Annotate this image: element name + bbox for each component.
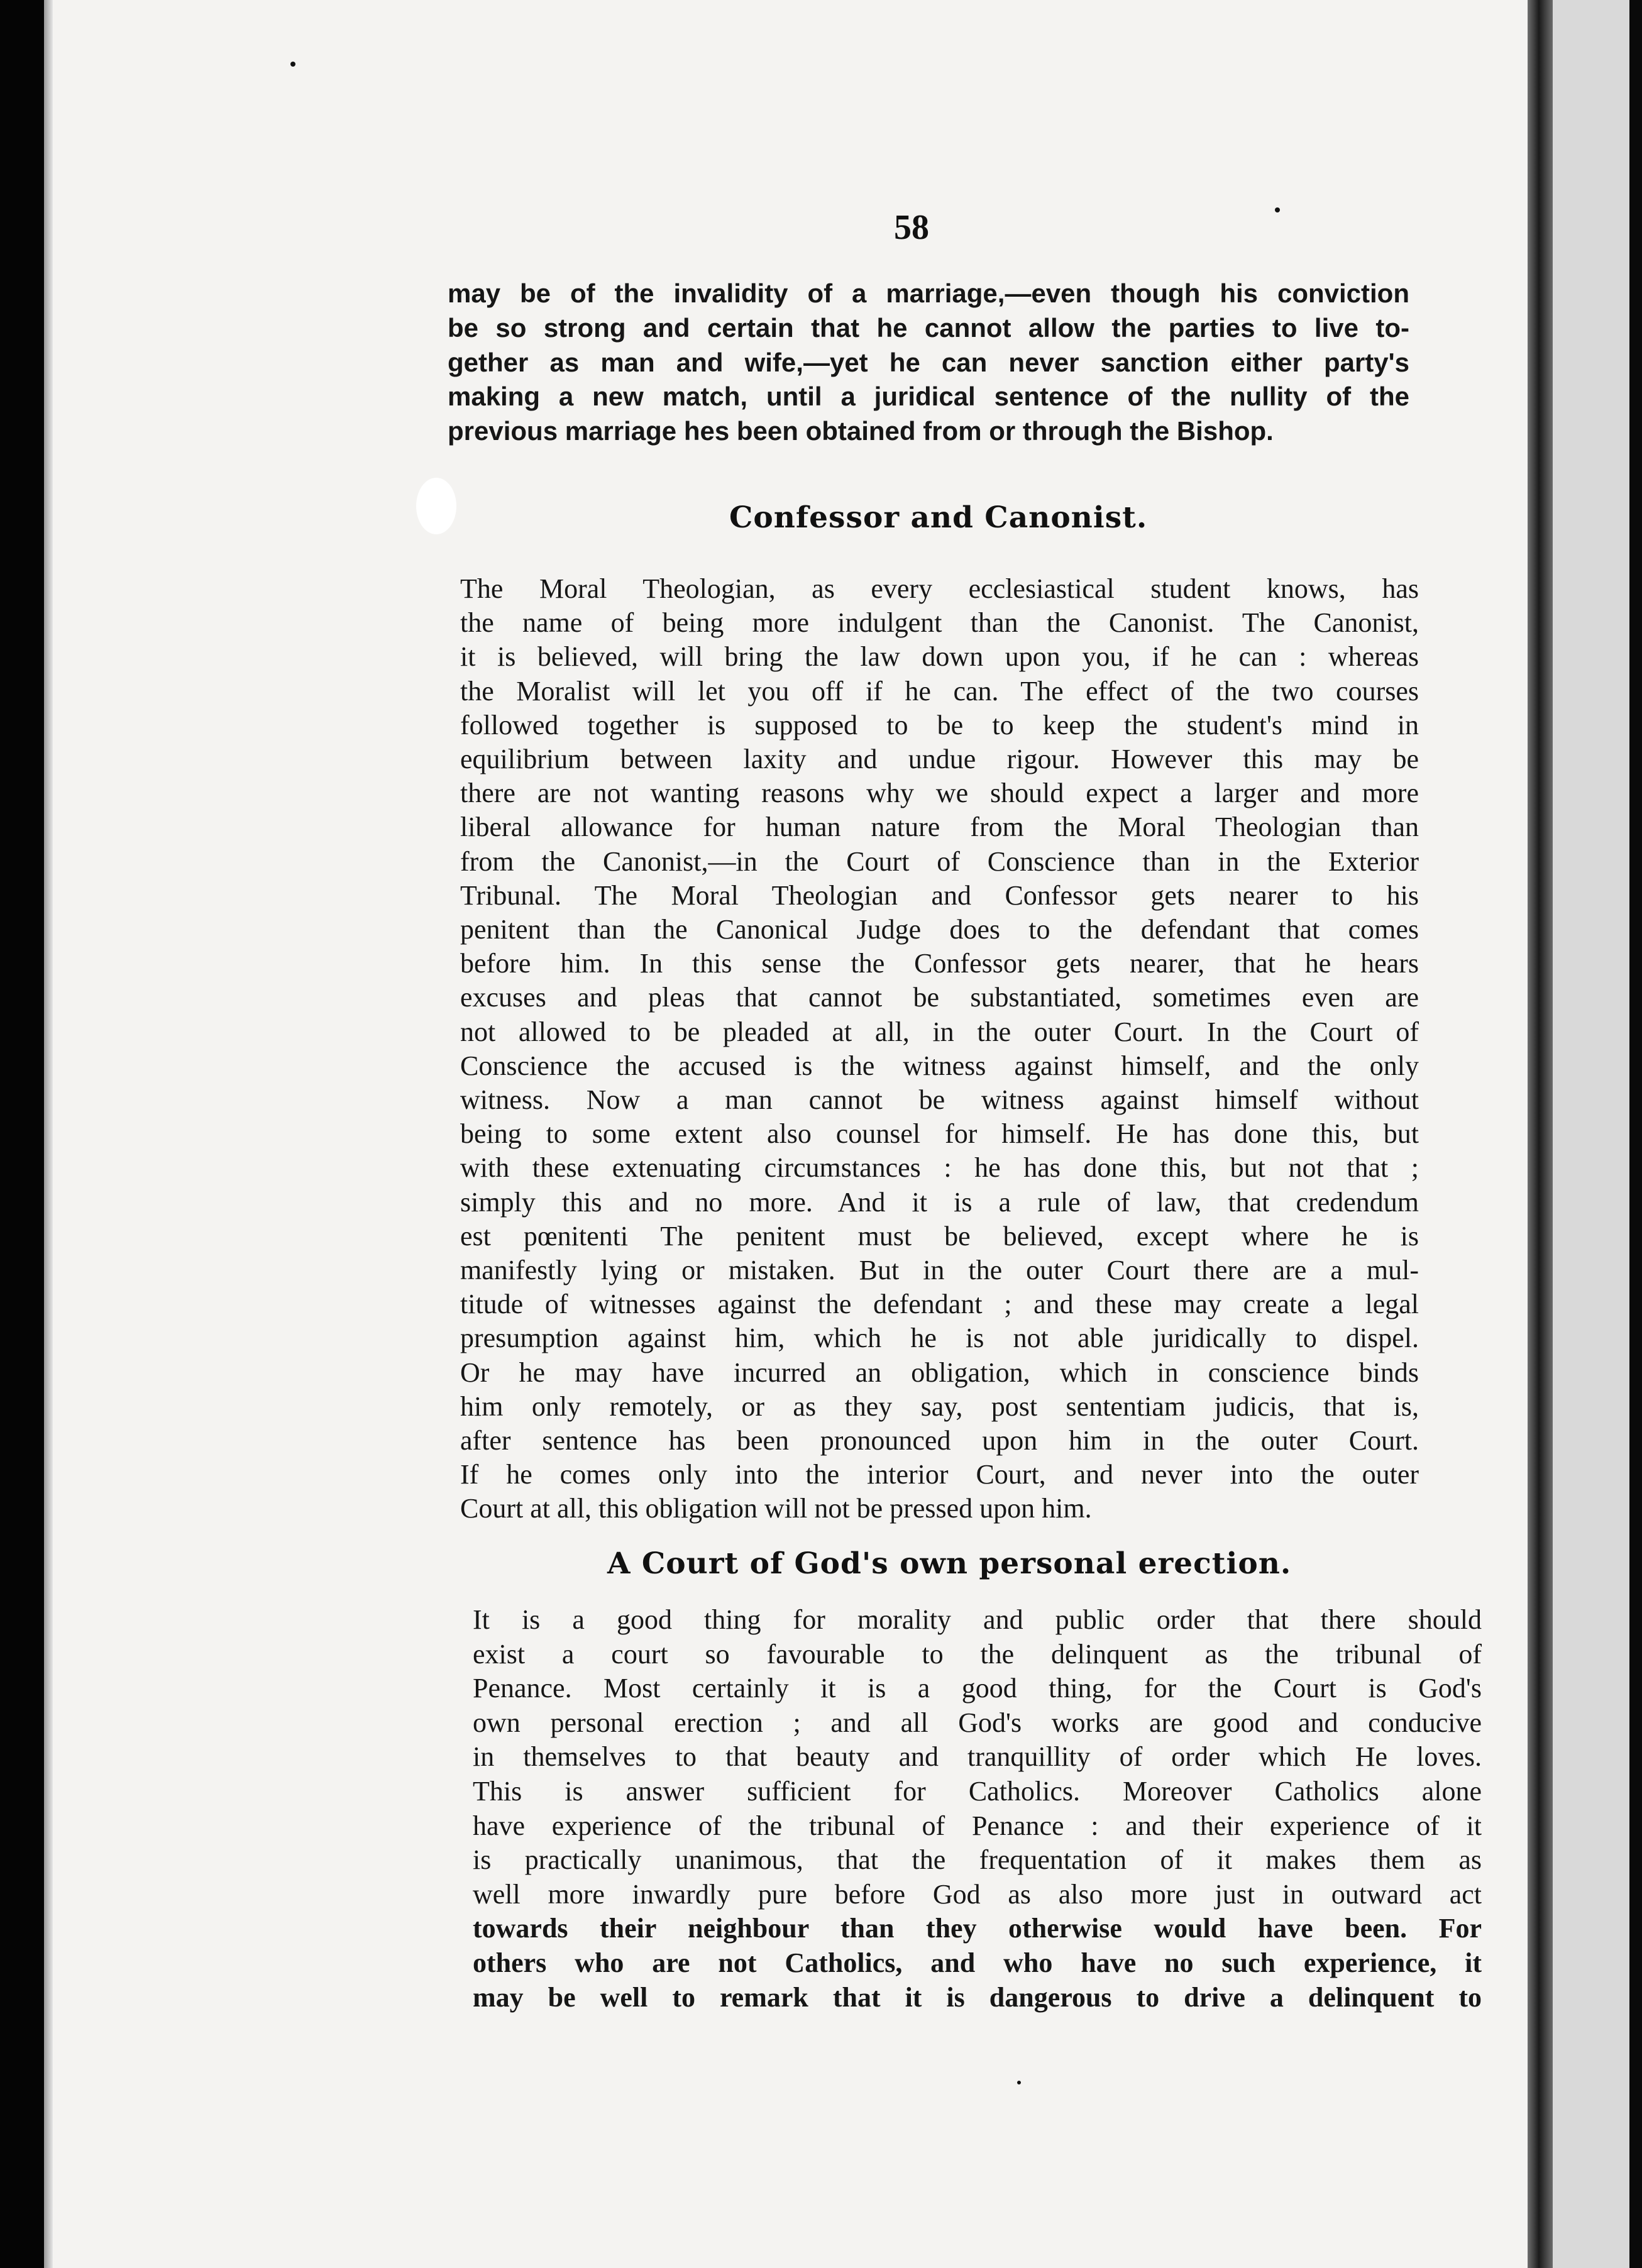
text-line: being to some extent also counsel for himself. He has done this, but: [460, 1118, 1419, 1150]
text-line: from the Canonist,—in the Court of Conscience than in the Exterior: [460, 845, 1419, 877]
text-line: Conscience the accused is the witness against himself, and the only: [460, 1050, 1419, 1081]
page-number: 58: [894, 208, 929, 247]
speck: [290, 62, 295, 67]
book-page: [44, 0, 1528, 2268]
text-line: penitent than the Canonical Judge does to the defendant that comes: [460, 914, 1419, 945]
text-line: the name of being more indulgent than the Canonist. The Canonist,: [460, 607, 1419, 639]
scan-left-border: [0, 0, 44, 2268]
text-line: The Moral Theologian, as every ecclesiastical student knows, has: [460, 573, 1419, 604]
text-line: It is a good thing for morality and public order that there should: [473, 1604, 1482, 1635]
opening-paragraph: [448, 277, 1409, 449]
section-heading-confessor-canonist: Confessor and Canonist.: [729, 500, 1148, 535]
text-line: towards their neighbour than they otherwise would have been. For: [473, 1913, 1482, 1944]
paragraph-confessor-canonist: [460, 572, 1419, 1526]
text-line: equilibrium between laxity and undue rigour. However this may be: [460, 744, 1419, 775]
text-line: own personal erection ; and all God's works are good and conducive: [473, 1707, 1482, 1738]
text-line: Penance. Most certainly it is a good thing, for the Court is God's: [473, 1673, 1482, 1704]
speck: [1275, 207, 1280, 212]
text-line: manifestly lying or mistaken. But in the outer Court there are a mul-: [460, 1255, 1419, 1286]
text-line: there are not wanting reasons why we should expect a larger and more: [460, 778, 1419, 809]
text-line: excuses and pleas that cannot be substantiated, sometimes even are: [460, 982, 1419, 1013]
text-line: Or he may have incurred an obligation, which in conscience binds: [460, 1357, 1419, 1388]
text-line: simply this and no more. And it is a rule of law, that credendum: [460, 1186, 1419, 1218]
text-line: be so strong and certain that he cannot allow the parties to live to-: [448, 312, 1409, 343]
text-line: with these extenuating circumstances : he has done this, but not that ;: [460, 1152, 1419, 1184]
text-line: not allowed to be pleaded at all, in the outer Court. In the Court of: [460, 1016, 1419, 1047]
text-line: after sentence has been pronounced upon him in the outer Court.: [460, 1425, 1419, 1456]
text-line: him only remotely, or as they say, post sententiam judicis, that is,: [460, 1390, 1419, 1422]
text-line: well more inwardly pure before God as also more just in outward act: [473, 1878, 1482, 1910]
text-line: may be of the invalidity of a marriage,—even though his conviction: [448, 278, 1409, 308]
text-line: in themselves to that beauty and tranquillity of order which He loves.: [473, 1741, 1482, 1773]
text-line: Court at all, this obligation will not be pressed upon him.: [460, 1493, 1092, 1524]
text-line: If he comes only into the interior Court, and never into the outer: [460, 1459, 1419, 1490]
text-line: Tribunal. The Moral Theologian and Confessor gets nearer to his: [460, 879, 1419, 911]
paragraph-court-of-god: [473, 1603, 1482, 2015]
text-line: it is believed, will bring the law down upon you, if he can : whereas: [460, 641, 1419, 673]
text-line: is practically unanimous, that the frequentation of it makes them as: [473, 1844, 1482, 1876]
text-line: exist a court so favourable to the delinquent as the tribunal of: [473, 1638, 1482, 1670]
text-line: others who are not Catholics, and who have no such experience, it: [473, 1947, 1482, 1978]
text-line: before him. In this sense the Confessor gets nearer, that he hears: [460, 948, 1419, 979]
speck: [1017, 2081, 1021, 2084]
text-line: the Moralist will let you off if he can. The effect of the two courses: [460, 675, 1419, 707]
text-line: making a new match, until a juridical sentence of the nullity of the: [448, 382, 1409, 412]
text-line: presumption against him, which he is not able juridically to dispel.: [460, 1323, 1419, 1354]
text-line: liberal allowance for human nature from the Moral Theologian than: [460, 812, 1419, 843]
text-line: est pœnitenti The penitent must be believed, except where he is: [460, 1220, 1419, 1252]
text-line: This is answer sufficient for Catholics. Moreover Catholics alone: [473, 1775, 1482, 1807]
text-line: previous marriage hes been obtained from or through the Bishop.: [448, 416, 1274, 446]
text-line: have experience of the tribunal of Penance : and their experience of it: [473, 1810, 1482, 1841]
facing-page-edge: [1553, 0, 1642, 2268]
text-line: titude of witnesses against the defendant ; and these may create a legal: [460, 1289, 1419, 1320]
text-line: witness. Now a man cannot be witness against himself without: [460, 1084, 1419, 1116]
page-blemish: [416, 478, 456, 534]
text-line: followed together is supposed to be to keep the student's mind in: [460, 709, 1419, 740]
text-line: may be well to remark that it is dangerous to drive a delinquent to: [473, 1981, 1482, 2013]
text-line: gether as man and wife,—yet he can never sanction either party's: [448, 347, 1409, 377]
book-gutter: [1528, 0, 1553, 2268]
section-heading-court-of-god: A Court of God's own personal erection.: [607, 1546, 1292, 1581]
